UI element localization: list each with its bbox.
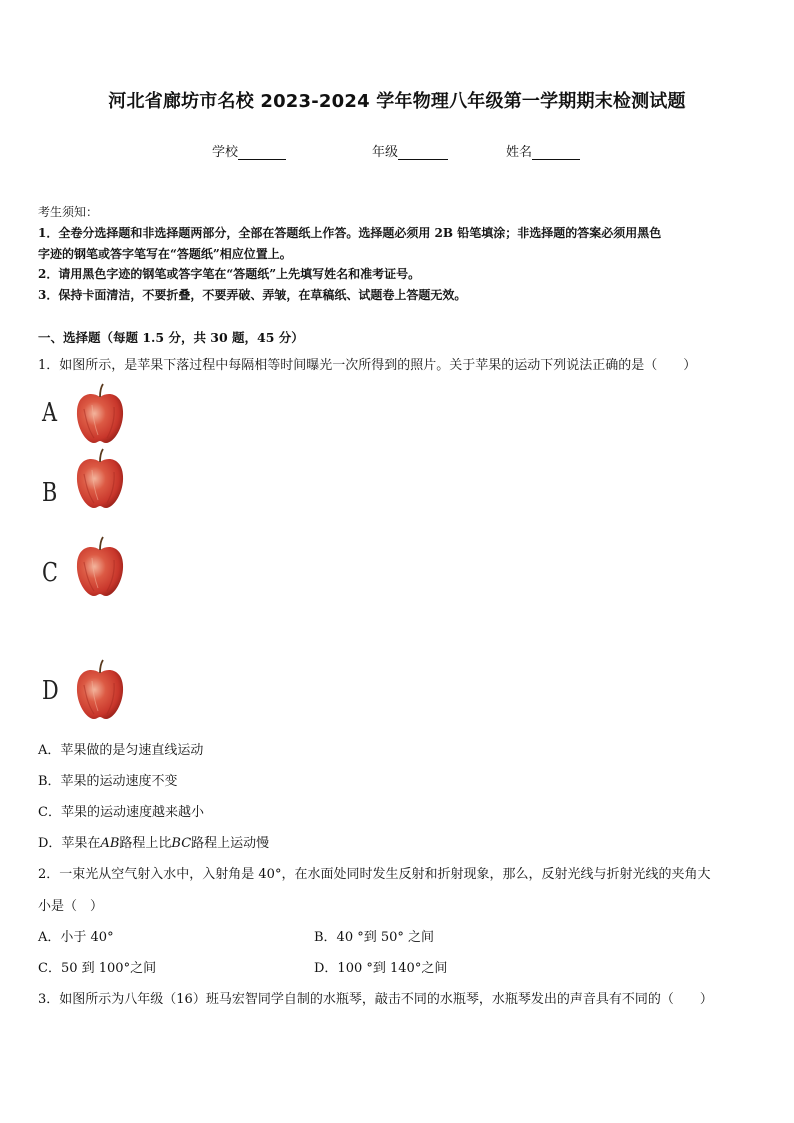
segment-bc: BC xyxy=(171,836,192,851)
notice-line-1: 1．全卷分选择题和非选择题两部分，全部在答题纸上作答。选择题必须用 2B 铅笔填涂；非选择题的答案必须用黑色 xyxy=(38,226,662,240)
school-field[interactable] xyxy=(212,141,286,160)
q1-option-a[interactable]: A．苹果做的是匀速直线运动 xyxy=(38,743,204,758)
apple-image-d xyxy=(74,659,126,721)
question-2-stem-line-1: 2．一束光从空气射入水中，入射角是 40°，在水面处同时发生反射和折射现象，那么，反射光线与折射光线的夹角大 xyxy=(38,867,711,882)
name-blank[interactable] xyxy=(532,145,580,160)
apple-image-c xyxy=(74,536,126,598)
exam-title: 河北省廊坊市名校 2023-2024 学年物理八年级第一学期期末检测试题 xyxy=(108,91,686,112)
question-2-stem-line-2: 小是（ ） xyxy=(38,899,104,914)
q1-option-d-mid: 路程上比 xyxy=(119,836,172,851)
grade-label: 年级 xyxy=(372,145,399,160)
q2-option-d[interactable]: D．100 °到 140°之间 xyxy=(314,961,448,976)
notice-heading: 考生须知： xyxy=(38,205,99,219)
section-heading: 一、选择题（每题 1.5 分，共 30 题，45 分） xyxy=(38,330,304,345)
notice-line-1b: 字迹的钢笔或答字笔写在“答题纸”相应位置上。 xyxy=(38,247,292,261)
apple-label-c: C xyxy=(42,558,58,588)
apple-label-b: B xyxy=(42,478,58,508)
school-label: 学校 xyxy=(212,145,239,160)
apple-label-a: A xyxy=(42,398,58,428)
q2-option-b[interactable]: B．40 °到 50° 之间 xyxy=(314,930,435,945)
q2-option-c[interactable]: C．50 到 100°之间 xyxy=(38,961,157,976)
q1-option-d-pre: D．苹果在 xyxy=(38,836,101,851)
q1-option-b[interactable]: B．苹果的运动速度不变 xyxy=(38,774,178,789)
question-3-stem: 3．如图所示为八年级（16）班马宏智同学自制的水瓶琴，敲击不同的水瓶琴，水瓶琴发出的声音具有不同的（ ） xyxy=(38,992,713,1007)
q1-option-d-post: 路程上运动慢 xyxy=(191,836,270,851)
grade-field[interactable] xyxy=(372,141,448,160)
apple-image-a xyxy=(74,383,126,445)
apple-image-b xyxy=(74,448,126,510)
name-field[interactable] xyxy=(506,141,580,160)
school-blank[interactable] xyxy=(238,145,286,160)
q2-option-a[interactable]: A．小于 40° xyxy=(38,930,114,945)
segment-ab: AB xyxy=(100,836,120,851)
question-1-stem: 1．如图所示，是苹果下落过程中每隔相等时间曝光一次所得到的照片。关于苹果的运动下列说法正确的是（ ） xyxy=(38,358,697,373)
name-label: 姓名 xyxy=(506,145,533,160)
q1-option-d[interactable] xyxy=(38,832,269,851)
notice-line-3: 3．保持卡面清洁，不要折叠，不要弄破、弄皱，在草稿纸、试题卷上答题无效。 xyxy=(38,288,467,302)
grade-blank[interactable] xyxy=(398,145,448,160)
q1-option-c[interactable]: C．苹果的运动速度越来越小 xyxy=(38,805,204,820)
notice-line-2: 2．请用黑色字迹的钢笔或答字笔在“答题纸”上先填写姓名和准考证号。 xyxy=(38,267,421,281)
apple-label-d: D xyxy=(42,676,59,706)
